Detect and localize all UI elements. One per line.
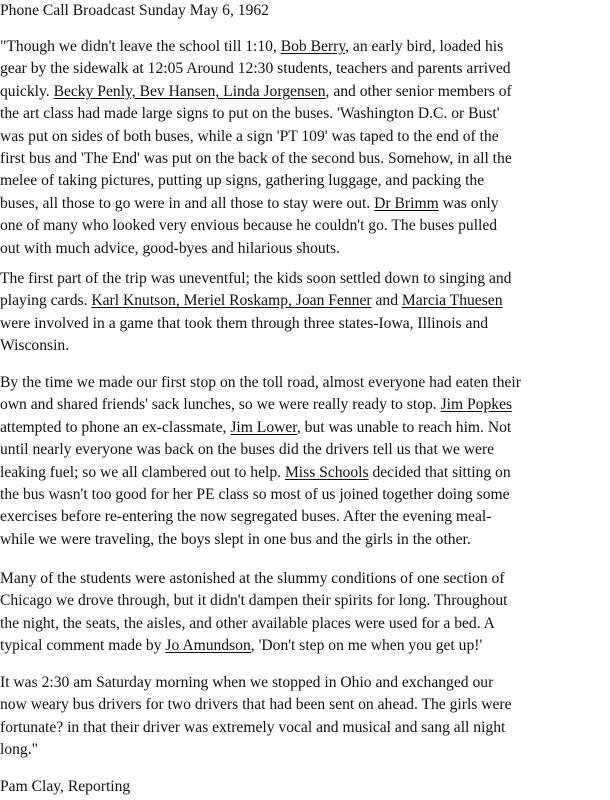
text-line (0, 484, 510, 506)
underlined-name: Dr Brimm (374, 194, 439, 212)
text-run: playing cards. (0, 292, 92, 310)
text-run: The first part of the trip was uneventful; the kids soon settled down to singing and (0, 270, 512, 287)
text-run: exercises before re-entering the now segregated buses. After the evening meal- (0, 508, 492, 526)
text-run: leaking fuel; so we all clambered out to help. (0, 463, 285, 481)
text-run: It was 2:30 am Saturday morning when we stopped in Ohio and exchanged our (0, 674, 494, 691)
underlined-name: Marcia Thuesen (401, 292, 503, 310)
document-title: Phone Call Broadcast Sunday May 6, 1962 (0, 2, 269, 19)
text-run: the night, the seats, the aisles, and other available places were used for a bed. A (0, 614, 495, 632)
text-run: Wisconsin. (0, 337, 70, 355)
text-run: , 'Don't step on me when you get up!' (250, 637, 483, 655)
text-run: fortunate? in that their driver was extremely vocal and musical and sang all night (0, 718, 506, 736)
text-line (0, 694, 512, 716)
text-run: gear by the sidewalk at 12:05 Around 12:30 students, teachers and parents arrived (0, 60, 511, 78)
underlined-name: Jim Lower (230, 418, 297, 436)
text-line (0, 268, 511, 290)
text-run: were involved in a game that took them through three states-Iowa, Illinois and (0, 314, 489, 332)
text-line (0, 372, 521, 394)
text-line (0, 672, 493, 694)
text-run: Many of the students were astonished at the slummy conditions of one section of (0, 570, 505, 587)
text-run: and (371, 292, 402, 310)
text-run: melee of taking pictures, putting up signs, gathering luggage, and packing the (0, 172, 485, 190)
text-run: until nearly everyone was back on the buses did the drivers tell us that we were (0, 441, 495, 459)
text-run: one of many who looked very envious because he couldn't go. The buses pulled (0, 217, 498, 235)
text-run: the bus wasn't too good for her PE class so most of us joined together doing some (0, 486, 510, 503)
underlined-name: Jim Popkes (440, 396, 513, 414)
text-line (0, 613, 495, 635)
underlined-name: Bob Berry (280, 38, 346, 55)
text-run: , and other senior members of (325, 82, 512, 100)
text-run: quickly. (0, 82, 54, 100)
text-line (0, 126, 499, 148)
text-run: long." (0, 741, 38, 759)
text-run: decided that sitting on (368, 463, 511, 481)
text-line (0, 290, 503, 312)
text-run: out with much advice, good-byes and hilarious shouts. (0, 239, 340, 257)
text-run: , an early bird, loaded his (345, 38, 504, 55)
underlined-name: Becky Penly, Bev Hansen, Linda Jorgensen (53, 82, 326, 100)
text-run: attempted to phone an ex-classmate, (0, 418, 231, 436)
text-line (0, 739, 38, 761)
text-run: while we were traveling, the boys slept in one bus and the girls in the other. (0, 530, 471, 548)
text-run: first bus and 'The End' was put on the back of the second bus. Somehow, in all the (0, 150, 512, 167)
text-line (0, 313, 488, 335)
text-line (0, 193, 499, 215)
text-line (0, 717, 505, 739)
text-run: , but was unable to reach him. Not (296, 418, 512, 436)
signature: Pam Clay, Reporting (0, 778, 131, 795)
text-line (0, 58, 511, 80)
text-line (0, 462, 511, 484)
text-line (0, 170, 484, 192)
text-run: own and shared friends' sack lunches, so we were really ready to stop. (0, 396, 441, 414)
underlined-name: Jo Amundson (165, 637, 251, 655)
text-line (0, 238, 340, 260)
text-run: was put on sides of both buses, while a sign 'PT 109' was taped to the end of the (0, 127, 499, 145)
text-line (0, 103, 500, 125)
text-run: By the time we made our first stop on the toll road, almost everyone had eaten their (0, 374, 521, 391)
text-line (0, 506, 491, 528)
text-line (0, 81, 512, 103)
text-run: was only (438, 194, 499, 212)
text-run: now weary bus drivers for two drivers that had been sent on ahead. The girls were (0, 696, 512, 714)
text-line (0, 335, 69, 357)
text-line (0, 529, 471, 551)
text-run: "Though we didn't leave the school till 1:10, (0, 38, 281, 55)
text-line (0, 590, 508, 612)
text-run: the art class had made large signs to put on the buses. 'Washington D.C. or Bust' (0, 105, 500, 123)
text-run: typical comment made by (0, 637, 166, 655)
text-line (0, 215, 497, 237)
underlined-name: Miss Schools (284, 463, 369, 481)
text-run: buses, all those to go were in and all those to stay were out. (0, 194, 375, 212)
text-line (0, 417, 511, 439)
text-line (0, 148, 512, 170)
underlined-name: Karl Knutson, Meriel Roskamp, Joan Fenner (91, 292, 372, 310)
text-line (0, 394, 512, 416)
text-line (0, 439, 494, 461)
text-line (0, 568, 505, 590)
text-run: Chicago we drove through, but it didn't dampen their spirits for long. Throughout (0, 592, 508, 610)
text-line (0, 635, 482, 657)
text-line (0, 36, 503, 58)
